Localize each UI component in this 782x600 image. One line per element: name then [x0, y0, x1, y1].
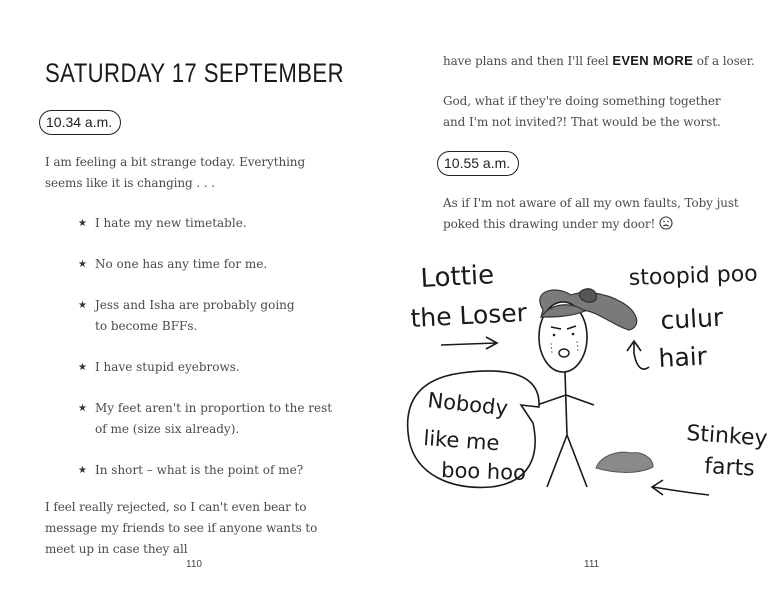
right-page — [391, 0, 782, 600]
drawing-intro-paragraph: As if I'm not aware of all my own faults, Toby just poked this drawing under my door! — [443, 196, 739, 231]
arrow-right-icon — [441, 337, 497, 349]
drawing-label-farts: farts — [703, 454, 756, 482]
list-item: ★ I have stupid eyebrows. — [78, 357, 325, 378]
list-item: ★ In short – what is the point of me? — [78, 460, 325, 481]
drawing-label-loser: the Loser — [409, 297, 528, 333]
worry-paragraph: God, what if they're doing something together and I'm not invited?! That would be the worst. — [443, 94, 721, 129]
drawing-label-culur: culur — [659, 302, 724, 335]
time-label: 10.34 a.m. — [46, 114, 113, 130]
speech-text-nobody: Nobody — [426, 388, 510, 421]
fart-cloud — [596, 452, 653, 472]
continued-paragraph: have plans and then I'll feel EVEN MORE of a loser. — [443, 53, 755, 68]
list-item: ★ My feet aren't in proportion to the rest of me (size six already). — [78, 398, 335, 440]
star-bullet-icon: ★ — [78, 465, 87, 476]
diary-date-heading: SATURDAY 17 SEPTEMBER — [45, 58, 344, 88]
star-bullet-icon: ★ — [78, 403, 87, 414]
sad-face-icon — [659, 216, 673, 230]
star-bullet-icon: ★ — [78, 362, 87, 373]
time-badge — [437, 151, 519, 176]
intro-paragraph: I am feeling a bit strange today. Everything seems like it is changing . . . — [45, 155, 306, 190]
list-item: ★ No one has any time for me. — [78, 254, 325, 275]
page-number: 111 — [584, 559, 600, 570]
speech-text-boo-hoo: boo hoo — [440, 458, 527, 485]
star-bullet-icon: ★ — [78, 259, 87, 270]
time-label: 10.55 a.m. — [444, 155, 511, 171]
closing-paragraph: I feel really rejected, so I can't even bear to message my friends to see if anyone wants to meet up in case they all — [45, 500, 318, 556]
emphasis-text: EVEN MORE — [612, 53, 694, 68]
star-bullet-icon: ★ — [78, 218, 87, 229]
speech-text-like-me: like me — [422, 426, 501, 456]
list-item: ★ Jess and Isha are probably going to become BFFs. — [78, 295, 295, 337]
drawing-label-hair: hair — [657, 341, 708, 373]
drawing-label-stinkey: Stinkey — [685, 421, 769, 452]
arrow-left-icon — [652, 480, 709, 495]
page-number: 110 — [186, 559, 202, 570]
curved-arrow-icon — [627, 341, 649, 369]
drawing-label-stoopid: stoopid poo — [628, 261, 759, 291]
complaint-list — [78, 213, 335, 501]
hand-drawing — [391, 255, 782, 555]
time-badge — [39, 110, 121, 135]
drawing-label-lottie: Lottie — [419, 260, 495, 294]
star-bullet-icon: ★ — [78, 300, 87, 311]
speech-bubble — [408, 371, 539, 487]
list-item: ★ I hate my new timetable. — [78, 213, 325, 234]
